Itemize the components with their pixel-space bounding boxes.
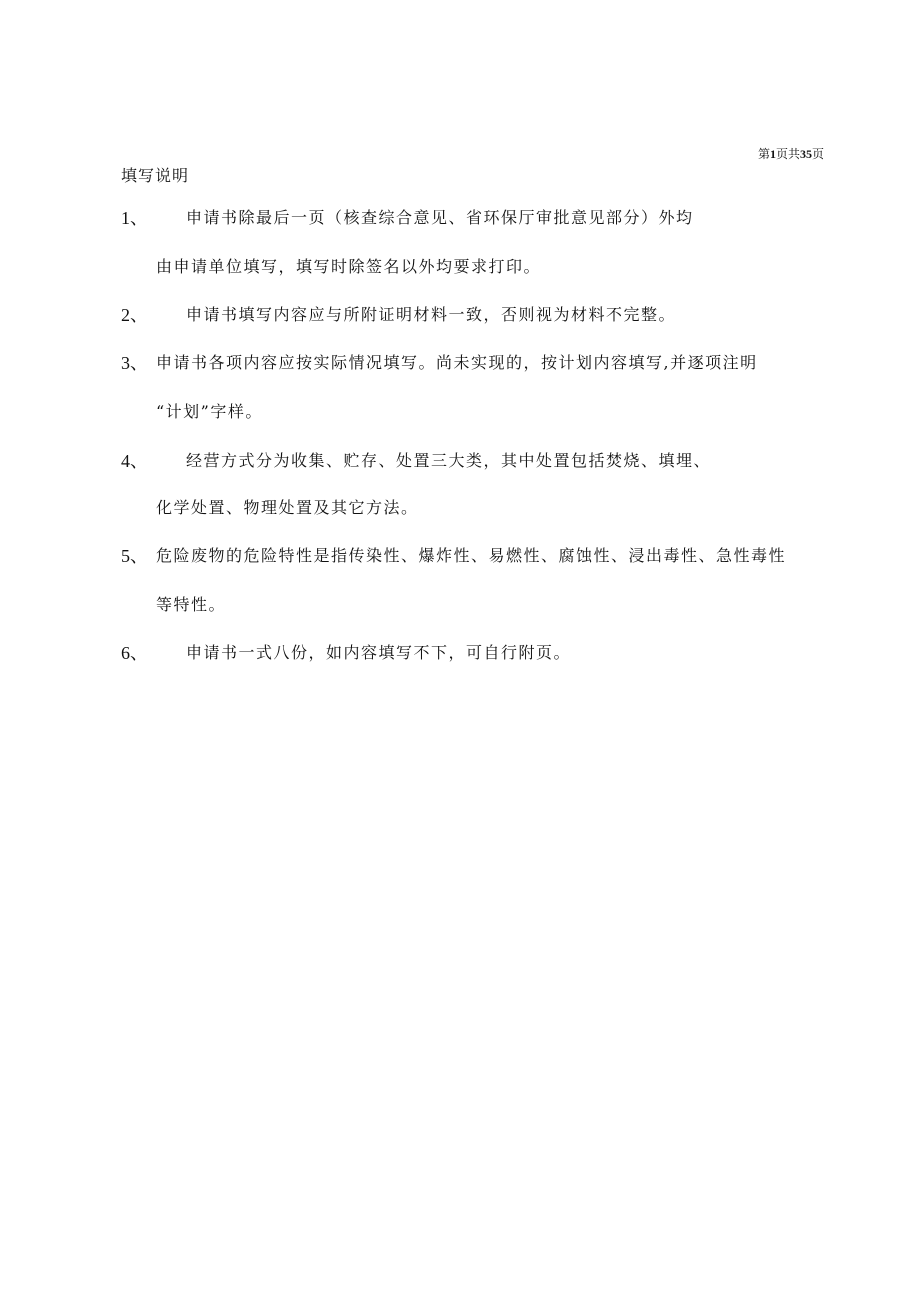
item-1-number: 1、 bbox=[121, 208, 148, 228]
item-3-line-1: 申请书各项内容应按实际情况填写。尚未实现的，按计划内容填写,并逐项注明 bbox=[156, 353, 758, 372]
page-number bbox=[758, 145, 824, 162]
item-1-line-2: 由申请单位填写，填写时除签名以外均要求打印。 bbox=[156, 257, 542, 276]
page-number-suffix: 页 bbox=[811, 147, 824, 161]
item-1-line-1: 申请书除最后一页（核查综合意见、省环保厅审批意见部分）外均 bbox=[186, 208, 694, 227]
item-5-line-2: 等特性。 bbox=[156, 595, 227, 614]
section-title: 填写说明 bbox=[121, 166, 190, 185]
item-2-line-1: 申请书填写内容应与所附证明材料一致，否则视为材料不完整。 bbox=[186, 305, 677, 324]
item-2-number: 2、 bbox=[121, 305, 148, 325]
item-3-number: 3、 bbox=[121, 353, 148, 373]
item-4-line-2: 化学处置、物理处置及其它方法。 bbox=[156, 498, 419, 517]
page-number-middle: 页共 bbox=[775, 147, 800, 161]
item-4-line-1: 经营方式分为收集、贮存、处置三大类，其中处置包括焚烧、填埋、 bbox=[186, 451, 712, 470]
item-4-number: 4、 bbox=[121, 451, 148, 471]
page-number-total: 35 bbox=[799, 147, 812, 161]
page-number-current: 1 bbox=[769, 147, 776, 161]
item-5-line-1: 危险废物的危险特性是指传染性、爆炸性、易燃性、腐蚀性、浸出毒性、急性毒性 bbox=[156, 546, 787, 565]
item-6-line-1: 申请书一式八份，如内容填写不下，可自行附页。 bbox=[186, 643, 572, 662]
page-number-prefix: 第 bbox=[757, 147, 770, 161]
item-6-number: 6、 bbox=[121, 643, 148, 663]
item-5-number: 5、 bbox=[121, 546, 148, 566]
item-3-line-2: “计划”字样。 bbox=[156, 402, 263, 421]
